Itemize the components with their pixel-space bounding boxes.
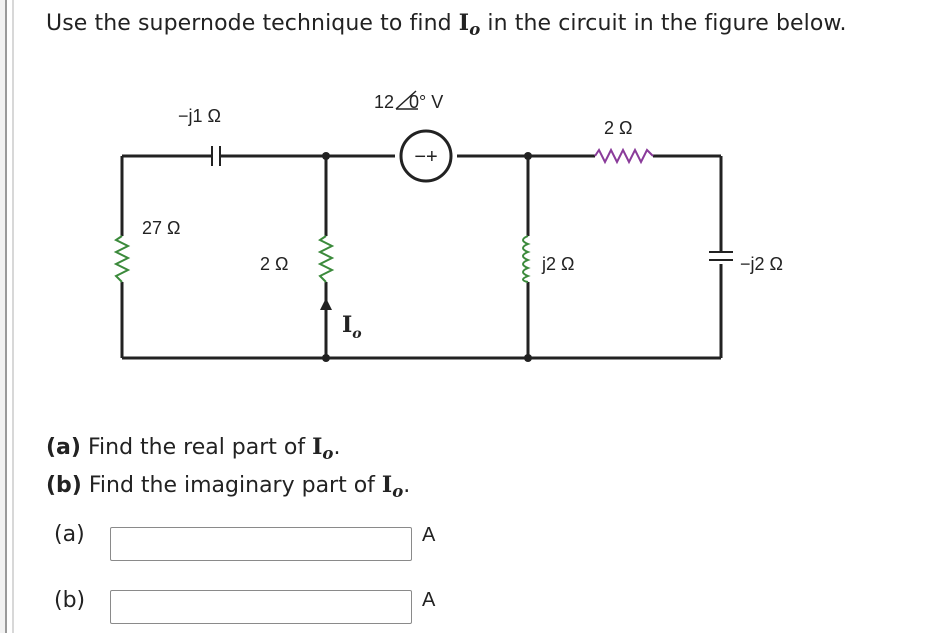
- label-resistor-middle: 2 Ω: [260, 254, 289, 274]
- label-source-value: 12: [374, 92, 395, 112]
- resistor-left: [116, 236, 128, 282]
- question-b-text: Find the imaginary part of: [81, 473, 382, 498]
- prompt-text-start: Use the supernode technique to find: [46, 11, 459, 36]
- question-a: (a) Find the real part of $I_o$.: [46, 434, 341, 463]
- left-margin-bar: [0, 0, 7, 633]
- resistor-middle: [320, 236, 332, 282]
- label-current: $I_o$: [342, 312, 362, 342]
- label-capacitor-left: −j1 Ω: [178, 106, 221, 126]
- question-a-tag: (a): [46, 435, 81, 460]
- label-resistor-left: 27 Ω: [142, 218, 181, 238]
- capacitor-right: [709, 252, 733, 260]
- prompt-var: I: [458, 10, 470, 36]
- label-capacitor-right: −j2 Ω: [740, 254, 783, 274]
- answer-a-input[interactable]: [110, 527, 412, 561]
- question-b-variable: $I_o$: [381, 472, 404, 501]
- answer-a-unit: A: [422, 524, 436, 546]
- label-source-angle: 0° V: [409, 92, 444, 112]
- answer-b-label: (b): [54, 588, 86, 613]
- answer-a-label: (a): [54, 522, 85, 547]
- prompt-text-end: in the circuit in the figure below.: [480, 11, 847, 36]
- prompt-var-sub: o: [469, 19, 481, 39]
- circuit-figure: [108, 70, 848, 380]
- question-b-tag: (b): [46, 473, 82, 498]
- label-resistor-top-right: 2 Ω: [604, 118, 633, 138]
- question-a-variable: $I_o$: [312, 434, 334, 463]
- answer-b-unit: A: [422, 589, 436, 611]
- source-polarity: −+: [414, 146, 438, 168]
- problem-statement: [46, 10, 847, 39]
- inductor: [523, 236, 528, 282]
- answer-b-input[interactable]: [110, 590, 412, 624]
- capacitor-left: [201, 146, 232, 166]
- prompt-variable: [458, 10, 481, 39]
- circuit-wires: [122, 156, 721, 358]
- resistor-top-right: [595, 150, 653, 162]
- left-margin-line: [12, 0, 14, 633]
- label-inductor: j2 Ω: [542, 254, 575, 274]
- question-a-text: Find the real part of: [80, 435, 313, 460]
- current-arrow-icon: [320, 298, 332, 310]
- question-b: (b) Find the imaginary part of $I_o$.: [46, 472, 411, 501]
